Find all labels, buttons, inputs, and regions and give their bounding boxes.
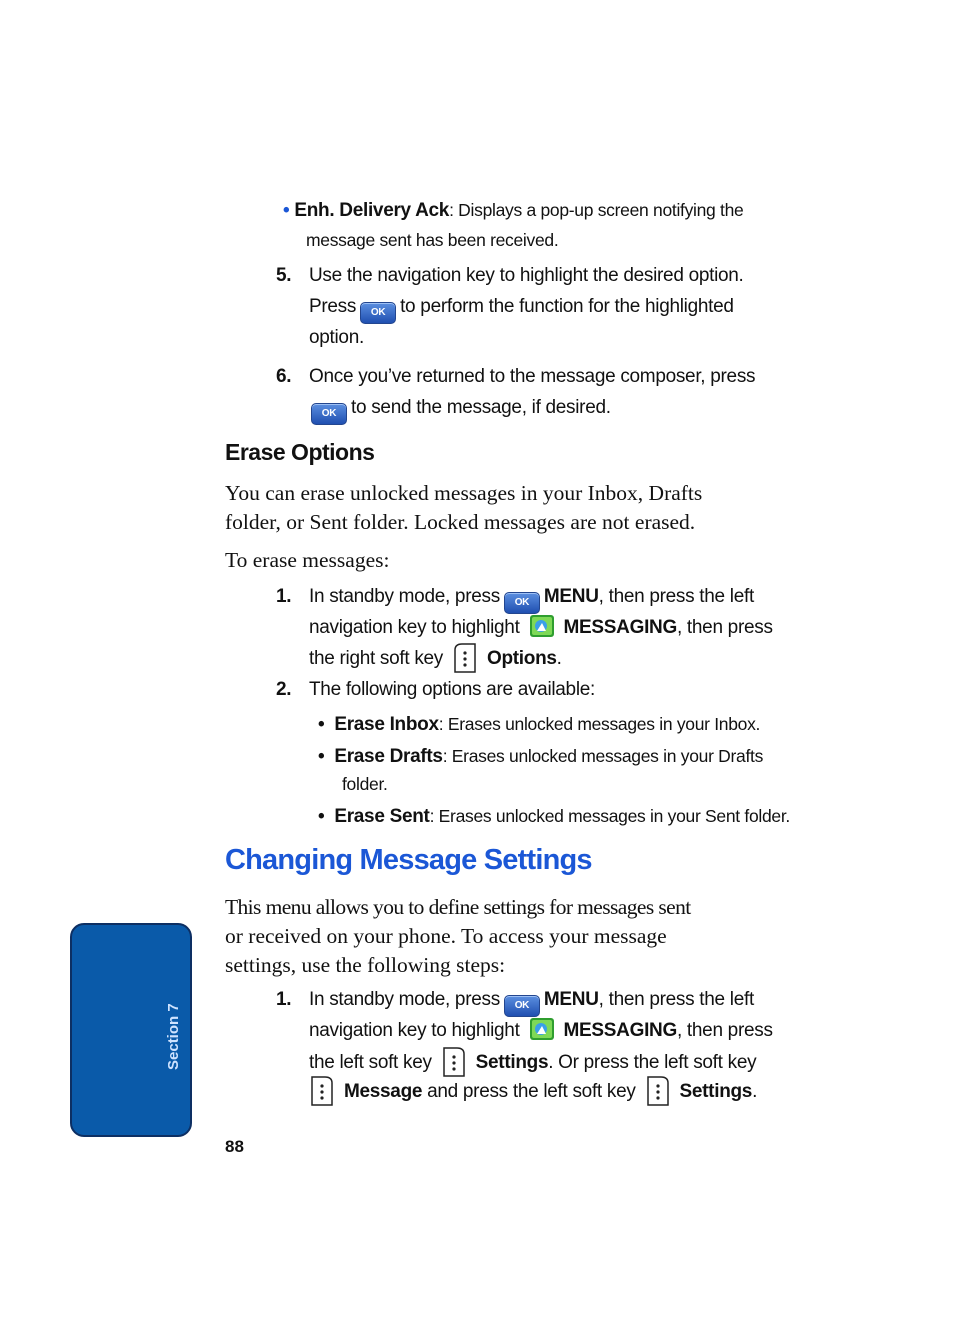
options-label: Options <box>486 648 557 669</box>
step-number: 2. <box>276 679 292 700</box>
left-soft-key-icon <box>645 1075 671 1107</box>
right-soft-key-icon <box>452 642 478 674</box>
page-number: 88 <box>225 1137 244 1156</box>
messaging-icon <box>529 1017 555 1041</box>
bullet-dot: • <box>318 714 325 735</box>
step-text <box>309 989 754 1017</box>
step-text: The following options are available: <box>309 679 595 700</box>
step-text <box>309 586 754 614</box>
ok-key-icon: OK <box>504 995 540 1017</box>
step-text <box>309 1017 773 1042</box>
text: In standby mode, press <box>309 989 500 1010</box>
paragraph: settings, use the following steps: <box>225 953 506 977</box>
ok-key-icon: OK <box>504 592 540 614</box>
bullet-text-cont: message sent has been received. <box>306 230 559 250</box>
step-number: 5. <box>276 265 292 286</box>
text: , then press <box>676 1020 773 1041</box>
step-text: Once you’ve returned to the message composer, press <box>309 366 756 387</box>
step-text <box>309 614 773 639</box>
messaging-label: MESSAGING <box>563 1020 677 1041</box>
bullet-text: : Displays a pop-up screen notifying the <box>449 200 744 220</box>
bullet-dot: • <box>283 200 290 221</box>
text: Press <box>309 296 357 317</box>
section-tab-label: Section 7 <box>165 1003 182 1070</box>
ok-key-icon: OK <box>360 302 396 324</box>
paragraph: To erase messages: <box>225 548 390 572</box>
step-text <box>309 1075 757 1107</box>
text: to perform the function for the highlighted <box>400 296 734 317</box>
option-text-cont: folder. <box>342 774 388 794</box>
settings-label: Settings <box>679 1081 753 1102</box>
paragraph: folder, or Sent folder. Locked messages are not erased. <box>225 510 696 534</box>
text: and press the left soft key <box>427 1081 636 1102</box>
text: navigation key to highlight <box>309 617 520 638</box>
left-soft-key-icon <box>309 1075 335 1107</box>
option-label: Erase Sent <box>334 806 430 827</box>
text: . Or press the left soft key <box>548 1052 757 1073</box>
left-soft-key-icon <box>441 1046 467 1078</box>
text: . <box>556 648 562 669</box>
text: In standby mode, press <box>309 586 500 607</box>
option-text: : Erases unlocked messages in your Inbox. <box>438 714 761 734</box>
paragraph: You can erase unlocked messages in your Inbox, Drafts <box>225 481 703 505</box>
menu-label: MENU <box>543 586 599 607</box>
ok-key-icon: OK <box>311 403 347 425</box>
page-heading: Changing Message Settings <box>225 844 592 876</box>
step-number: 1. <box>276 989 292 1010</box>
text: the right soft key <box>309 648 444 669</box>
step-text <box>309 1046 756 1078</box>
messaging-icon <box>529 614 555 638</box>
text: . <box>752 1081 758 1102</box>
step-number: 6. <box>276 366 292 387</box>
option-label: Erase Drafts <box>334 746 443 767</box>
paragraph: or received on your phone. To access your message <box>225 924 667 948</box>
text: the left soft key <box>309 1052 432 1073</box>
option-text: : Erases unlocked messages in your Sent folder. <box>429 806 790 826</box>
option-text: : Erases unlocked messages in your Drafts <box>442 746 764 766</box>
option-label: Erase Inbox <box>334 714 439 735</box>
text: navigation key to highlight <box>309 1020 520 1041</box>
bullet-dot: • <box>318 806 325 827</box>
bullet-dot: • <box>318 746 325 767</box>
option-erase-drafts <box>318 746 763 768</box>
bullet-label: Enh. Delivery Ack <box>294 200 450 221</box>
messaging-label: MESSAGING <box>563 617 677 638</box>
step-text <box>309 397 611 425</box>
option-erase-sent <box>318 806 790 828</box>
settings-label: Settings <box>475 1052 549 1073</box>
step-text <box>309 296 734 324</box>
text: , then press the left <box>598 989 754 1010</box>
bullet-enh-delivery <box>283 200 743 222</box>
step-text: option. <box>309 327 364 348</box>
message-label: Message <box>343 1081 423 1102</box>
step-number: 1. <box>276 586 292 607</box>
option-erase-inbox <box>318 714 760 736</box>
text: to send the message, if desired. <box>351 397 611 418</box>
menu-label: MENU <box>543 989 599 1010</box>
text: , then press <box>676 617 773 638</box>
text: , then press the left <box>598 586 754 607</box>
section-heading: Erase Options <box>225 439 375 465</box>
paragraph: This menu allows you to define settings for messages sent <box>225 895 691 919</box>
step-text: Use the navigation key to highlight the desired option. <box>309 265 744 286</box>
step-text <box>309 642 562 674</box>
